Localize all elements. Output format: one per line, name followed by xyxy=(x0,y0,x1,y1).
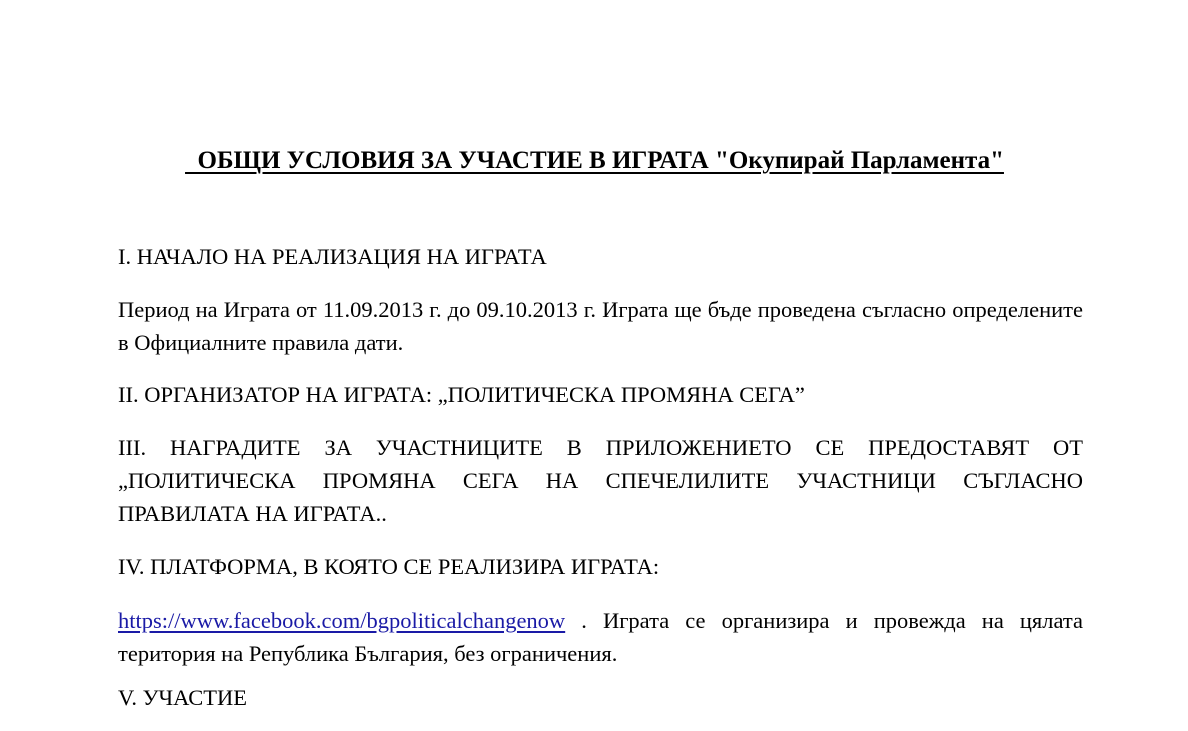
document-title: ОБЩИ УСЛОВИЯ ЗА УЧАСТИЕ В ИГРАТА "Окупирай Парламента" xyxy=(185,147,1004,174)
section-3-heading: III. НАГРАДИТЕ ЗА УЧАСТНИЦИТЕ В ПРИЛОЖЕНИЕТО СЕ ПРЕДОСТАВЯТ ОТ „ПОЛИТИЧЕСКА ПРОМЯНА СЕГА НА СПЕЧЕЛИЛИТЕ УЧАСТНИЦИ СЪГЛАСНО ПРАВИЛАТА НА ИГРАТА.. xyxy=(118,435,1083,526)
section-5-heading: V. УЧАСТИЕ xyxy=(118,685,248,710)
section-2-heading: II. ОРГАНИЗАТОР НА ИГРАТА: „ПОЛИТИЧЕСКА ПРОМЯНА СЕГА” xyxy=(118,382,805,407)
section-1-heading: I. НАЧАЛО НА РЕАЛИЗАЦИЯ НА ИГРАТА xyxy=(118,244,547,269)
section-4-heading: IV. ПЛАТФОРМА, В КОЯТО СЕ РЕАЛИЗИРА ИГРАТА: xyxy=(118,554,660,579)
section-4-paragraph xyxy=(118,604,1083,670)
section-4-text: . Играта се организира и провежда на цялата територия на Република България, без ограничения. xyxy=(118,608,1083,666)
section-1-paragraph: Период на Играта от 11.09.2013 г. до 09.10.2013 г. Играта ще бъде проведена съгласно определените в Официалните правила дати. xyxy=(118,297,1083,355)
facebook-page-link[interactable]: https://www.facebook.com/bgpoliticalchangenow xyxy=(118,608,566,633)
